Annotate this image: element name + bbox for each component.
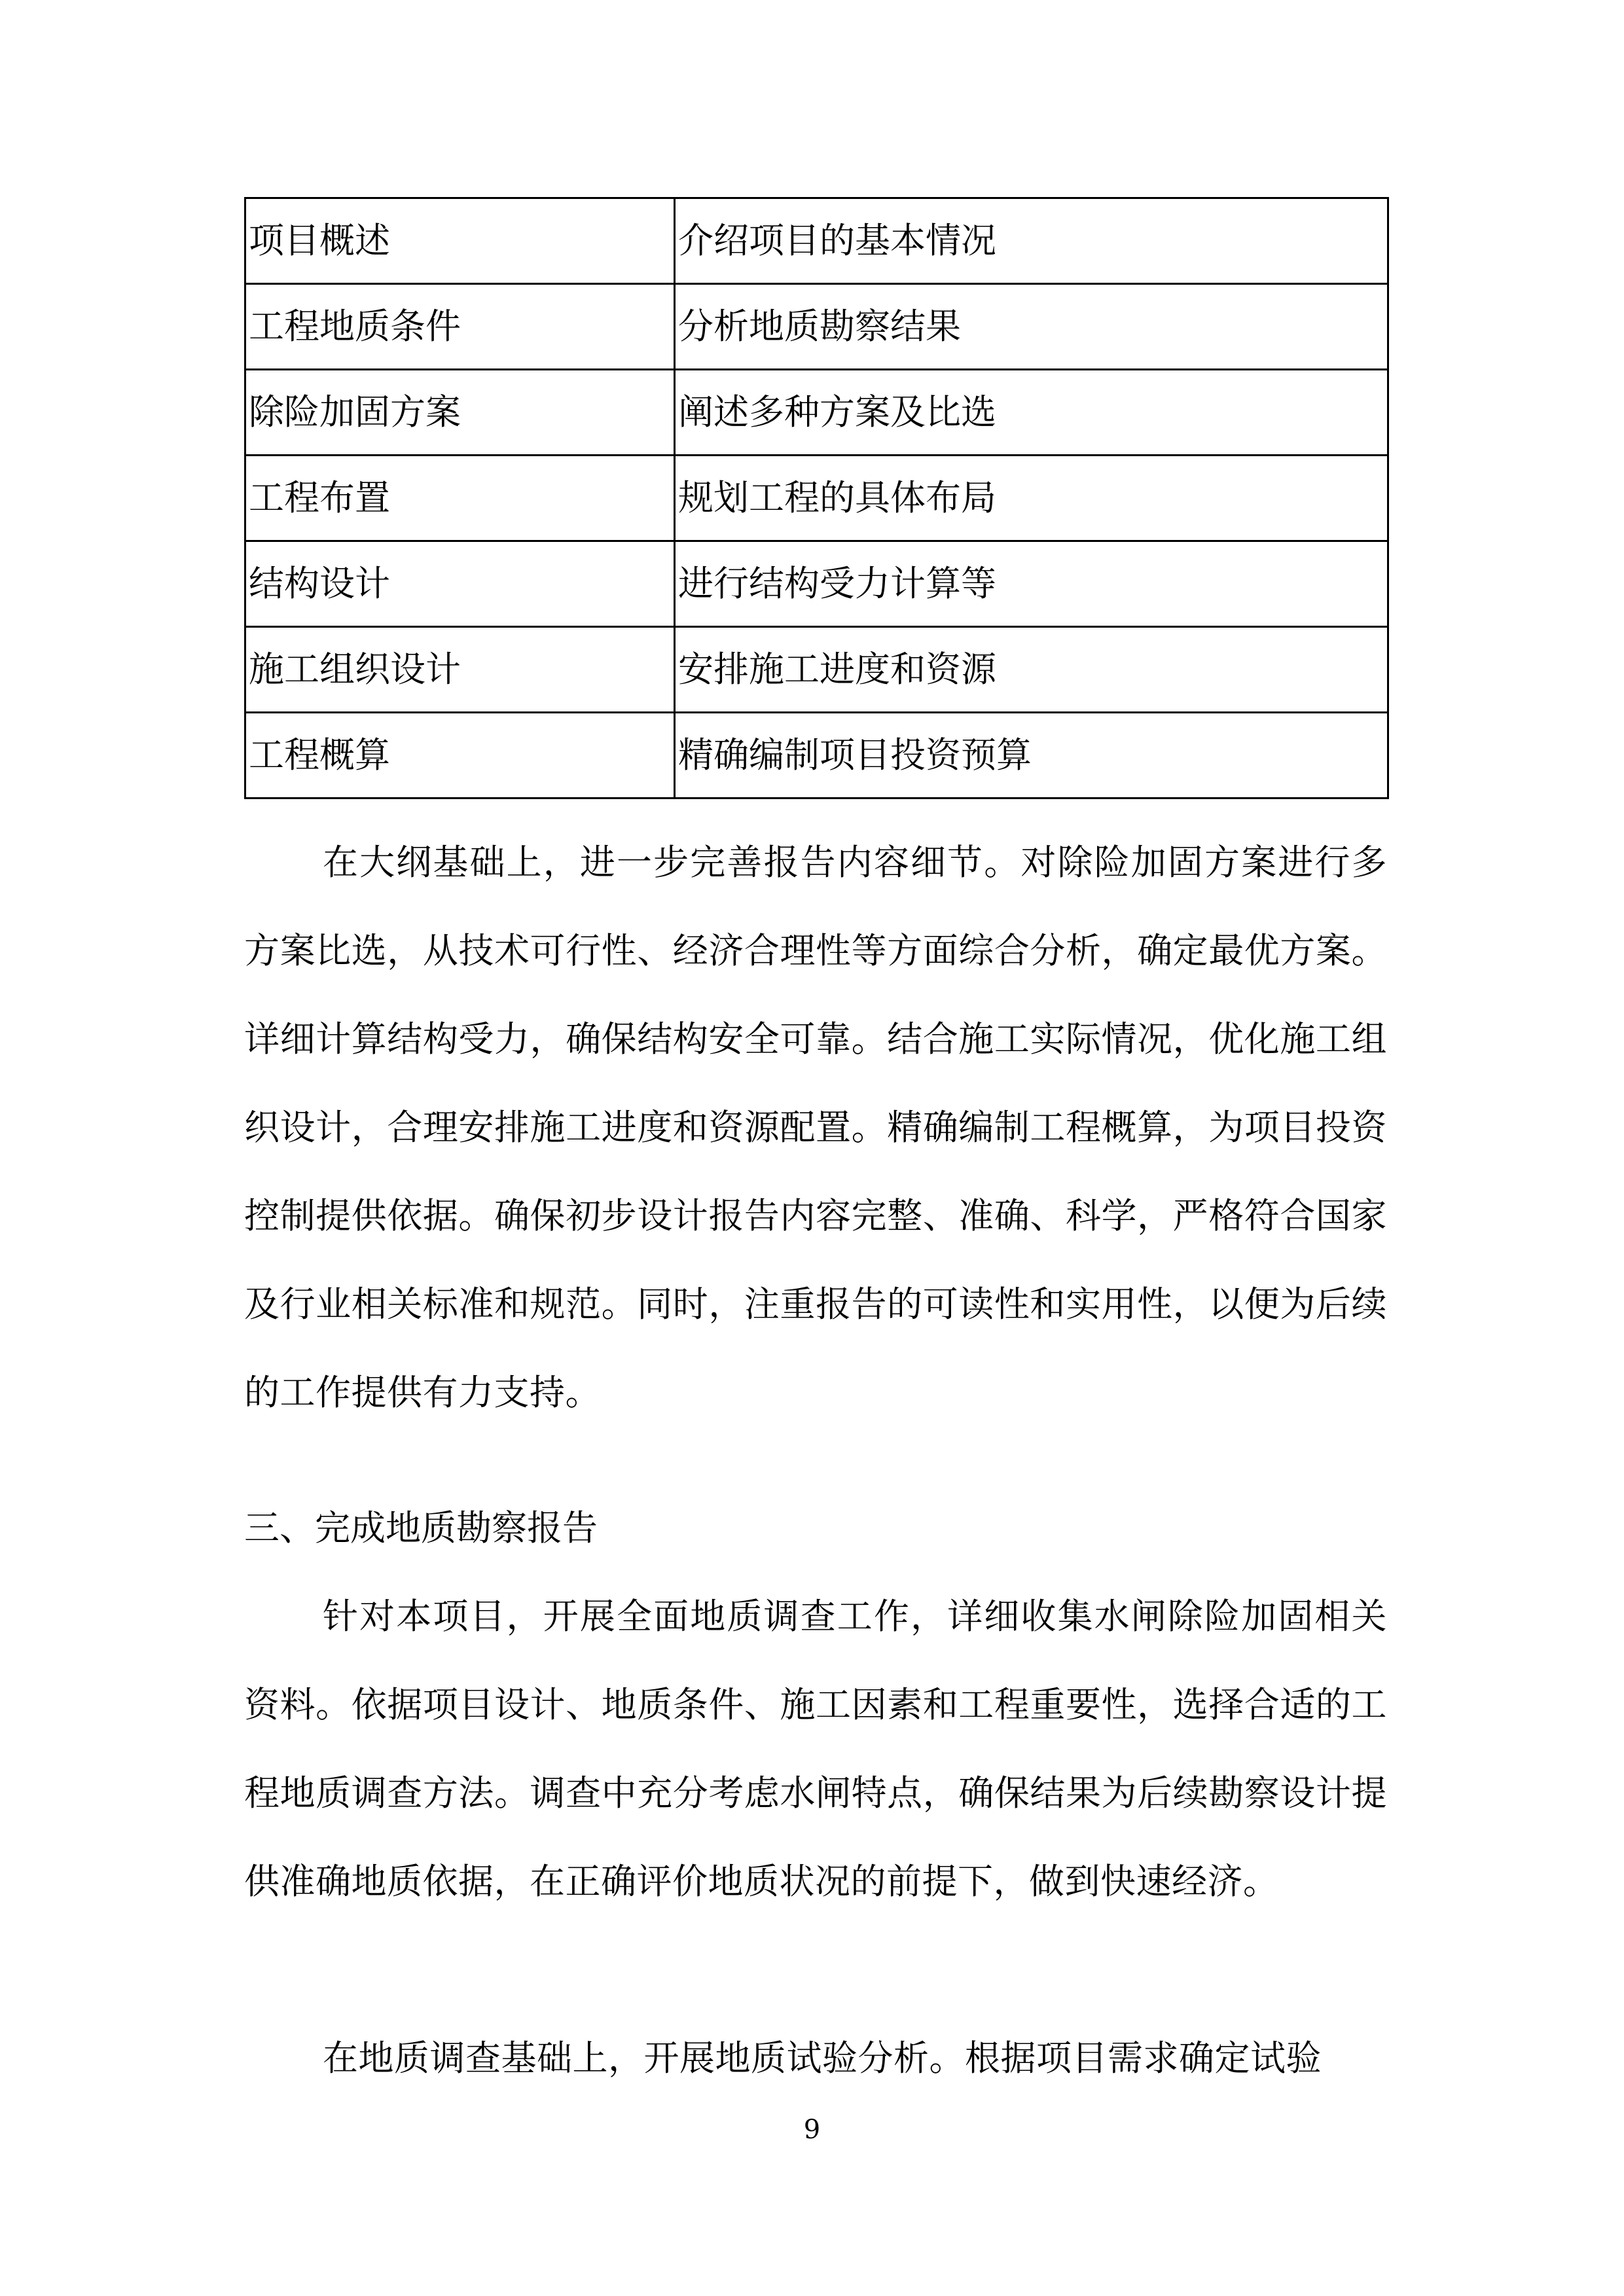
table-cell-desc: 规划工程的具体布局 [675,456,1388,541]
table-row [245,456,1388,541]
table-row [245,713,1388,798]
body-paragraph-outline-refinement: 在大纲基础上，进一步完善报告内容细节。对除险加固方案进行多方案比选，从技术可行性、经济合理性等方面综合分析，确定最优方案。详细计算结构受力，确保结构安全可靠。结合施工实际情况，优化施工组织设计，合理安排施工进度和资源配置。精确编制工程概算，为项目投资控制提供依据。确保初步设计报告内容完整、准确、科学，严格符合国家及行业相关标准和规范。同时，注重报告的可读性和实用性，以便为后续的工作提供有力支持。 [244,842,1387,1413]
table-cell-desc: 精确编制项目投资预算 [675,713,1388,798]
page-number: 9 [803,2115,821,2145]
table-row [245,284,1388,370]
table-cell-desc: 分析地质勘察结果 [675,284,1388,370]
table-cell-item: 施工组织设计 [245,627,675,713]
section-heading: 三、完成地质勘察报告 [244,1507,598,1549]
table-cell-desc: 阐述多种方案及比选 [675,370,1388,456]
report-outline-table [244,197,1389,799]
table-cell-item: 项目概述 [245,198,675,284]
table-cell-desc: 进行结构受力计算等 [675,541,1388,627]
table-cell-item: 结构设计 [245,541,675,627]
table-cell-item: 工程地质条件 [245,284,675,370]
body-paragraph-geological-testing: 在地质调查基础上，开展地质试验分析。根据项目需求确定试验 [323,2037,1322,2079]
table-cell-item: 除险加固方案 [245,370,675,456]
body-paragraph-geological-survey: 针对本项目，开展全面地质调查工作，详细收集水闸除险加固相关资料。依据项目设计、地质条件、施工因素和工程重要性，选择合适的工程地质调查方法。调查中充分考虑水闸特点，确保结果为后续勘察设计提供准确地质依据，在正确评价地质状况的前提下，做到快速经济。 [244,1596,1387,1902]
table-row [245,198,1388,284]
table-row [245,627,1388,713]
table-cell-desc: 安排施工进度和资源 [675,627,1388,713]
table-cell-desc: 介绍项目的基本情况 [675,198,1388,284]
table-cell-item: 工程布置 [245,456,675,541]
table-row [245,370,1388,456]
table-row [245,541,1388,627]
table-cell-item: 工程概算 [245,713,675,798]
